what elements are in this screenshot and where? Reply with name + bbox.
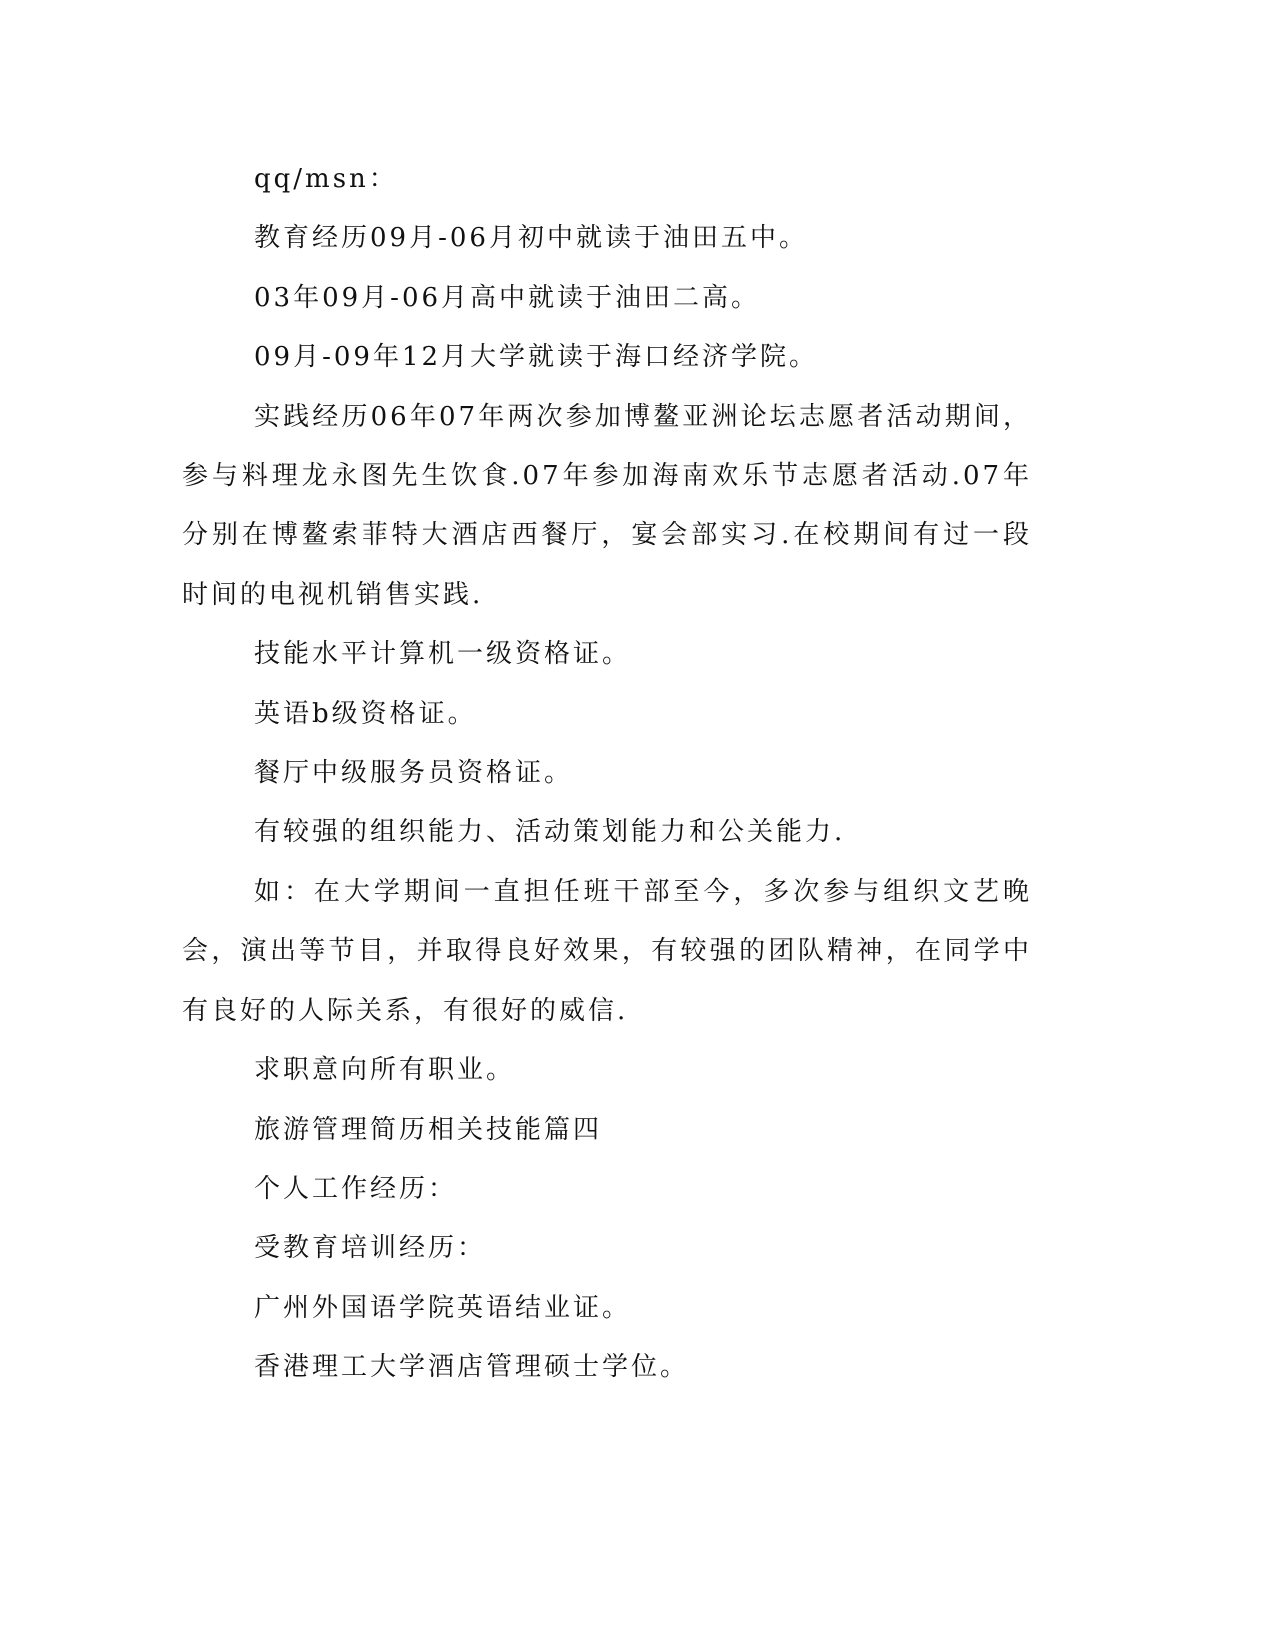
- education-junior-high: 教育经历09月-06月初中就读于油田五中。: [254, 223, 808, 254]
- ability-summary: 有较强的组织能力、活动策划能力和公关能力.: [254, 817, 846, 848]
- masters-degree: 香港理工大学酒店管理硕士学位。: [254, 1352, 690, 1383]
- ability-example: 如：在大学期间一直担任班干部至今，多次参与组织文艺晚会，演出等节目，并取得良好效果，有较强的团队精神，在同学中有良好的人际关系，有很好的威信.: [182, 876, 1032, 1026]
- practice-experience: 实践经历06年07年两次参加博鳌亚洲论坛志愿者活动期间，参与料理龙永图先生饮食.07年参加海南欢乐节志愿者活动.07年分别在博鳌索菲特大酒店西餐厅，宴会部实习.在校期间有过一段时间的电视机销售实践.: [182, 401, 1032, 610]
- training-experience-label: 受教育培训经历：: [254, 1233, 487, 1264]
- document-body: [182, 150, 1032, 1398]
- training-certificate: 广州外国语学院英语结业证。: [254, 1292, 632, 1323]
- section-heading: 旅游管理简历相关技能篇四: [254, 1114, 603, 1145]
- skill-computer: 技能水平计算机一级资格证。: [254, 639, 632, 670]
- education-university: 09月-09年12月大学就读于海口经济学院。: [254, 342, 819, 373]
- work-experience-label: 个人工作经历：: [254, 1173, 458, 1204]
- contact-line: qq/msn：: [254, 164, 398, 194]
- skill-waiter: 餐厅中级服务员资格证。: [254, 758, 574, 789]
- skill-english: 英语b级资格证。: [254, 698, 477, 729]
- job-intention: 求职意向所有职业。: [254, 1055, 516, 1086]
- education-senior-high: 03年09月-06月高中就读于油田二高。: [254, 282, 761, 313]
